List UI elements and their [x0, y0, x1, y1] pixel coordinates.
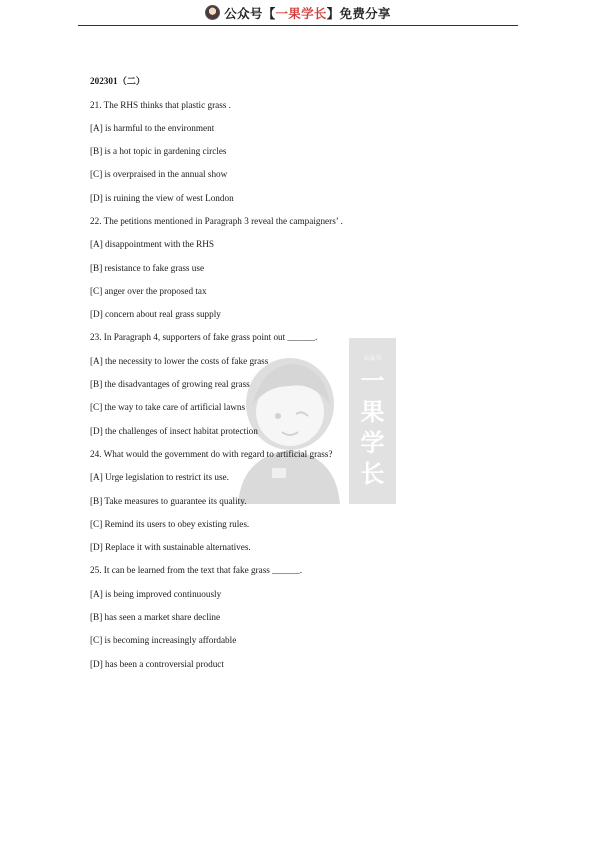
question-24: 24. What would the government do with regard to artificial grass? [90, 448, 333, 459]
option-23c: [C] the way to take care of artificial lawns [90, 402, 246, 413]
option-24b: [B] Take measures to guarantee its quality. [90, 495, 247, 506]
question-21: 21. The RHS thinks that plastic grass . [90, 99, 231, 110]
option-22d: [D] concern about real grass supply [90, 309, 221, 320]
question-25: 25. It can be learned from the text that fake grass ______. [90, 565, 303, 576]
option-23b: [B] the disadvantages of growing real grass [90, 379, 250, 390]
avatar-icon [205, 5, 220, 20]
page-header [78, 0, 518, 26]
option-25d: [D] has been a controversial product [90, 658, 224, 669]
question-22: 22. The petitions mentioned in Paragraph 3 reveal the campaigners’ . [90, 215, 343, 226]
option-21b: [B] is a hot topic in gardening circles [90, 146, 227, 157]
watermark-char: 学 [360, 428, 385, 457]
option-22c: [C] anger over the proposed tax [90, 285, 207, 296]
option-21a: [A] is harmful to the environment [90, 122, 215, 133]
header-text [224, 4, 390, 22]
option-25b: [B] has seen a market share decline [90, 612, 221, 623]
header-bracket-close: 】 [326, 5, 340, 21]
header-left-text: 公众号 [224, 5, 263, 21]
header-right-text: 免费分享 [339, 5, 391, 21]
option-21d: [D] is ruining the view of west London [90, 192, 234, 203]
option-24d: [D] Replace it with sustainable alternatives. [90, 542, 251, 553]
option-22b: [B] resistance to fake grass use [90, 262, 205, 273]
header-brand: 一果学长 [275, 5, 327, 21]
watermark-char: 长 [360, 459, 385, 488]
option-21c: [C] is overpraised in the annual show [90, 169, 228, 180]
question-23: 23. In Paragraph 4, supporters of fake grass point out ______. [90, 332, 318, 343]
option-25c: [C] is becoming increasingly affordable [90, 635, 237, 646]
option-24a: [A] Urge legislation to restrict its use. [90, 472, 229, 483]
option-23a: [A] the necessity to lower the costs of fake grass [90, 355, 269, 366]
option-22a: [A] disappointment with the RHS [90, 239, 215, 250]
document-body [90, 76, 510, 682]
option-24c: [C] Remind its users to obey existing rules. [90, 518, 250, 529]
watermark-small-text: 公众号 [363, 354, 382, 362]
option-23d: [D] the challenges of insect habitat protection [90, 425, 258, 436]
document-title: 202301（二） [90, 76, 146, 86]
option-25a: [A] is being improved continuously [90, 588, 222, 599]
watermark-char: 果 [360, 397, 385, 426]
watermark-char: 一 [360, 366, 385, 395]
header-bracket-open: 【 [262, 5, 276, 21]
